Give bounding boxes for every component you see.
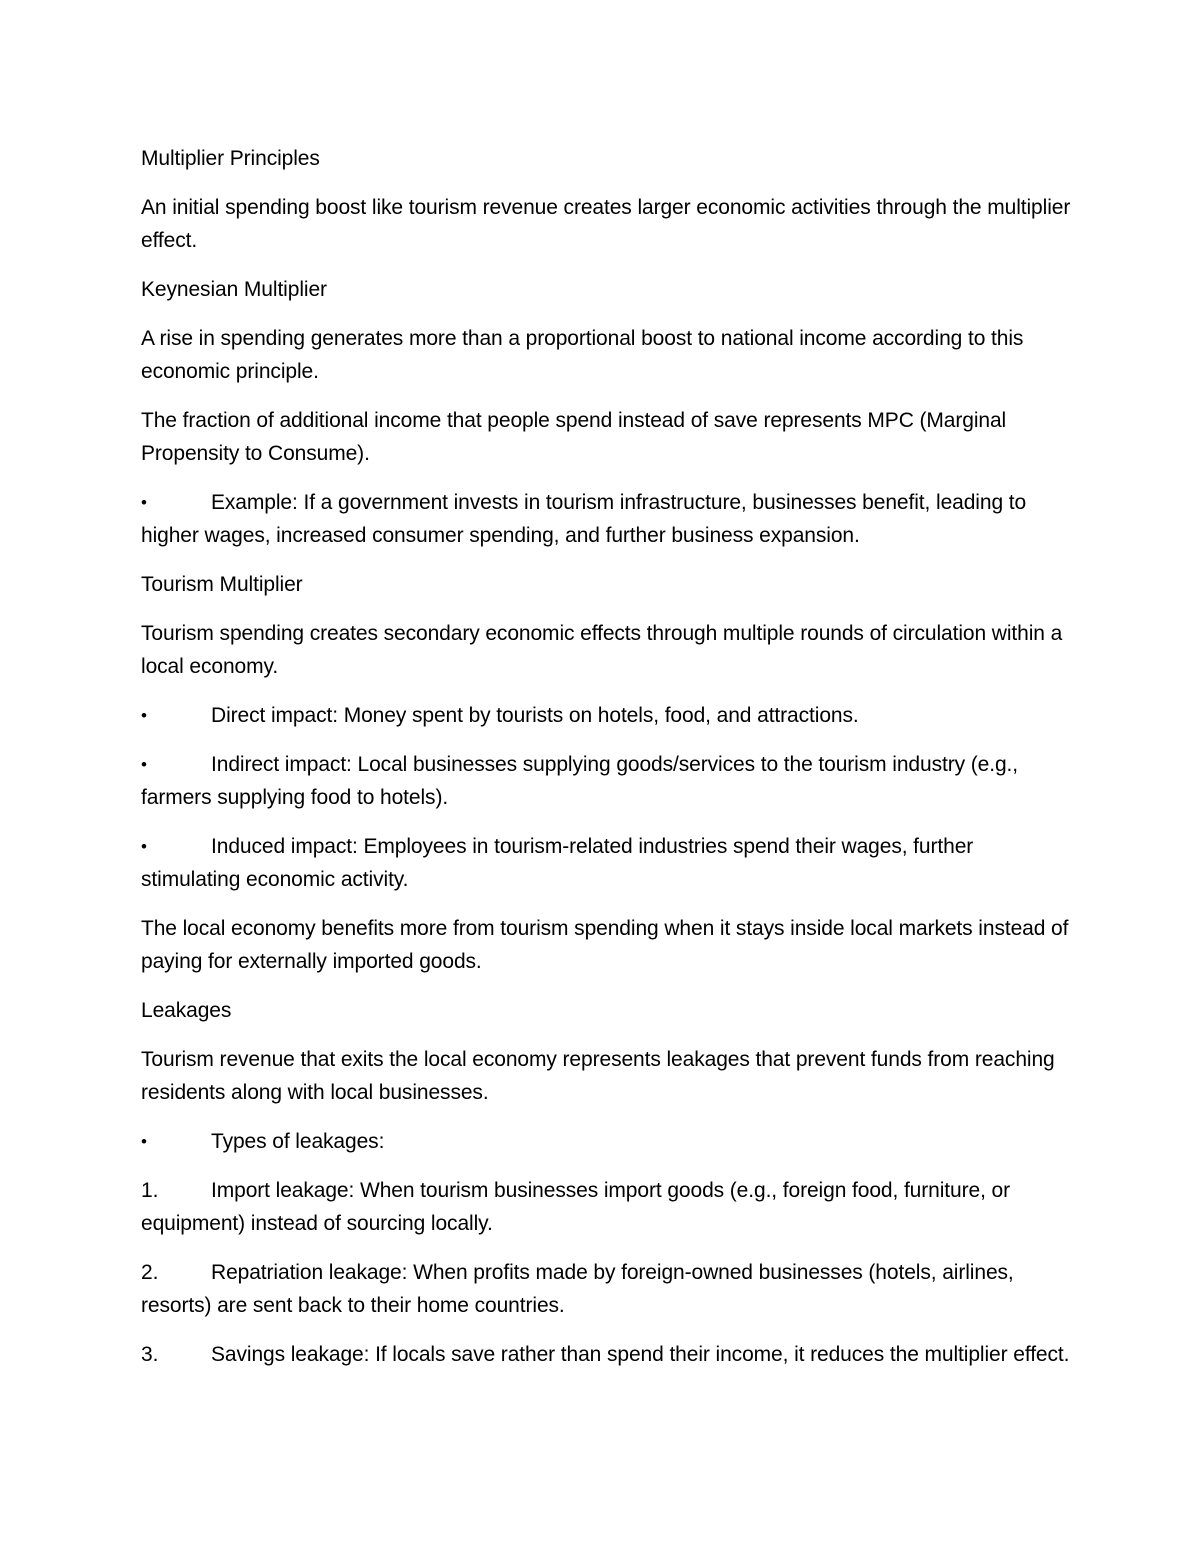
- bullet-direct-impact: [141, 699, 1071, 732]
- bullet-marker: •: [141, 706, 147, 725]
- para-initial-spending: An initial spending boost like tourism revenue creates larger economic activities through the multiplier effect.: [141, 196, 1071, 252]
- para-tourism-revenue: Tourism revenue that exits the local economy represents leakages that prevent funds from reaching residents along with local businesses.: [141, 1048, 1055, 1104]
- numbered-text: Import leakage: When tourism businesses import goods (e.g., foreign food, furniture, or equipment) instead of sourcing locally.: [141, 1179, 1011, 1235]
- bullet-marker: •: [141, 1132, 147, 1151]
- numbered-import-leakage: [141, 1174, 1071, 1240]
- bullet-text: Direct impact: Money spent by tourists on hotels, food, and attractions.: [211, 704, 859, 727]
- bullet-marker: •: [141, 837, 147, 856]
- para-local-economy: The local economy benefits more from tourism spending when it stays inside local markets instead of paying for externally imported goods.: [141, 917, 1069, 973]
- bullet-text: Indirect impact: Local businesses supplying goods/services to the tourism industry (e.g., farmers supplying food to hotels).: [141, 753, 1018, 809]
- bullet-text: Types of leakages:: [211, 1130, 385, 1153]
- numbered-text: Savings leakage: If locals save rather than spend their income, it reduces the multiplier effect.: [211, 1343, 1070, 1366]
- number-marker: 3.: [141, 1343, 159, 1366]
- para-mpc: The fraction of additional income that people spend instead of save represents MPC (Marginal Propensity to Consume).: [141, 409, 1007, 465]
- bullet-marker: •: [141, 493, 147, 512]
- numbered-repatriation-leakage: [141, 1256, 1071, 1322]
- heading-tourism-multiplier: Tourism Multiplier: [141, 573, 303, 596]
- numbered-savings-leakage: [141, 1338, 1071, 1371]
- heading-multiplier-principles: Multiplier Principles: [141, 147, 320, 170]
- para-rise-in-spending: A rise in spending generates more than a proportional boost to national income according to this economic principle.: [141, 327, 1024, 383]
- bullet-induced-impact: [141, 830, 1071, 896]
- bullet-marker: •: [141, 755, 147, 774]
- heading-keynesian-multiplier: Keynesian Multiplier: [141, 278, 327, 301]
- bullet-text: Induced impact: Employees in tourism-related industries spend their wages, further stimulating economic activity.: [141, 835, 974, 891]
- bullet-text: Example: If a government invests in tourism infrastructure, businesses benefit, leading to higher wages, increased consumer spending, and further business expansion.: [141, 491, 1027, 547]
- bullet-example: [141, 486, 1071, 552]
- number-marker: 2.: [141, 1261, 159, 1284]
- numbered-text: Repatriation leakage: When profits made by foreign-owned businesses (hotels, airlines, resorts) are sent back to their home countries.: [141, 1261, 1014, 1317]
- heading-leakages: Leakages: [141, 999, 232, 1022]
- number-marker: 1.: [141, 1179, 159, 1202]
- bullet-types-of-leakages: [141, 1125, 1071, 1158]
- bullet-indirect-impact: [141, 748, 1071, 814]
- para-tourism-spending: Tourism spending creates secondary economic effects through multiple rounds of circulation within a local economy.: [141, 622, 1063, 678]
- document-page: [141, 142, 1071, 1387]
